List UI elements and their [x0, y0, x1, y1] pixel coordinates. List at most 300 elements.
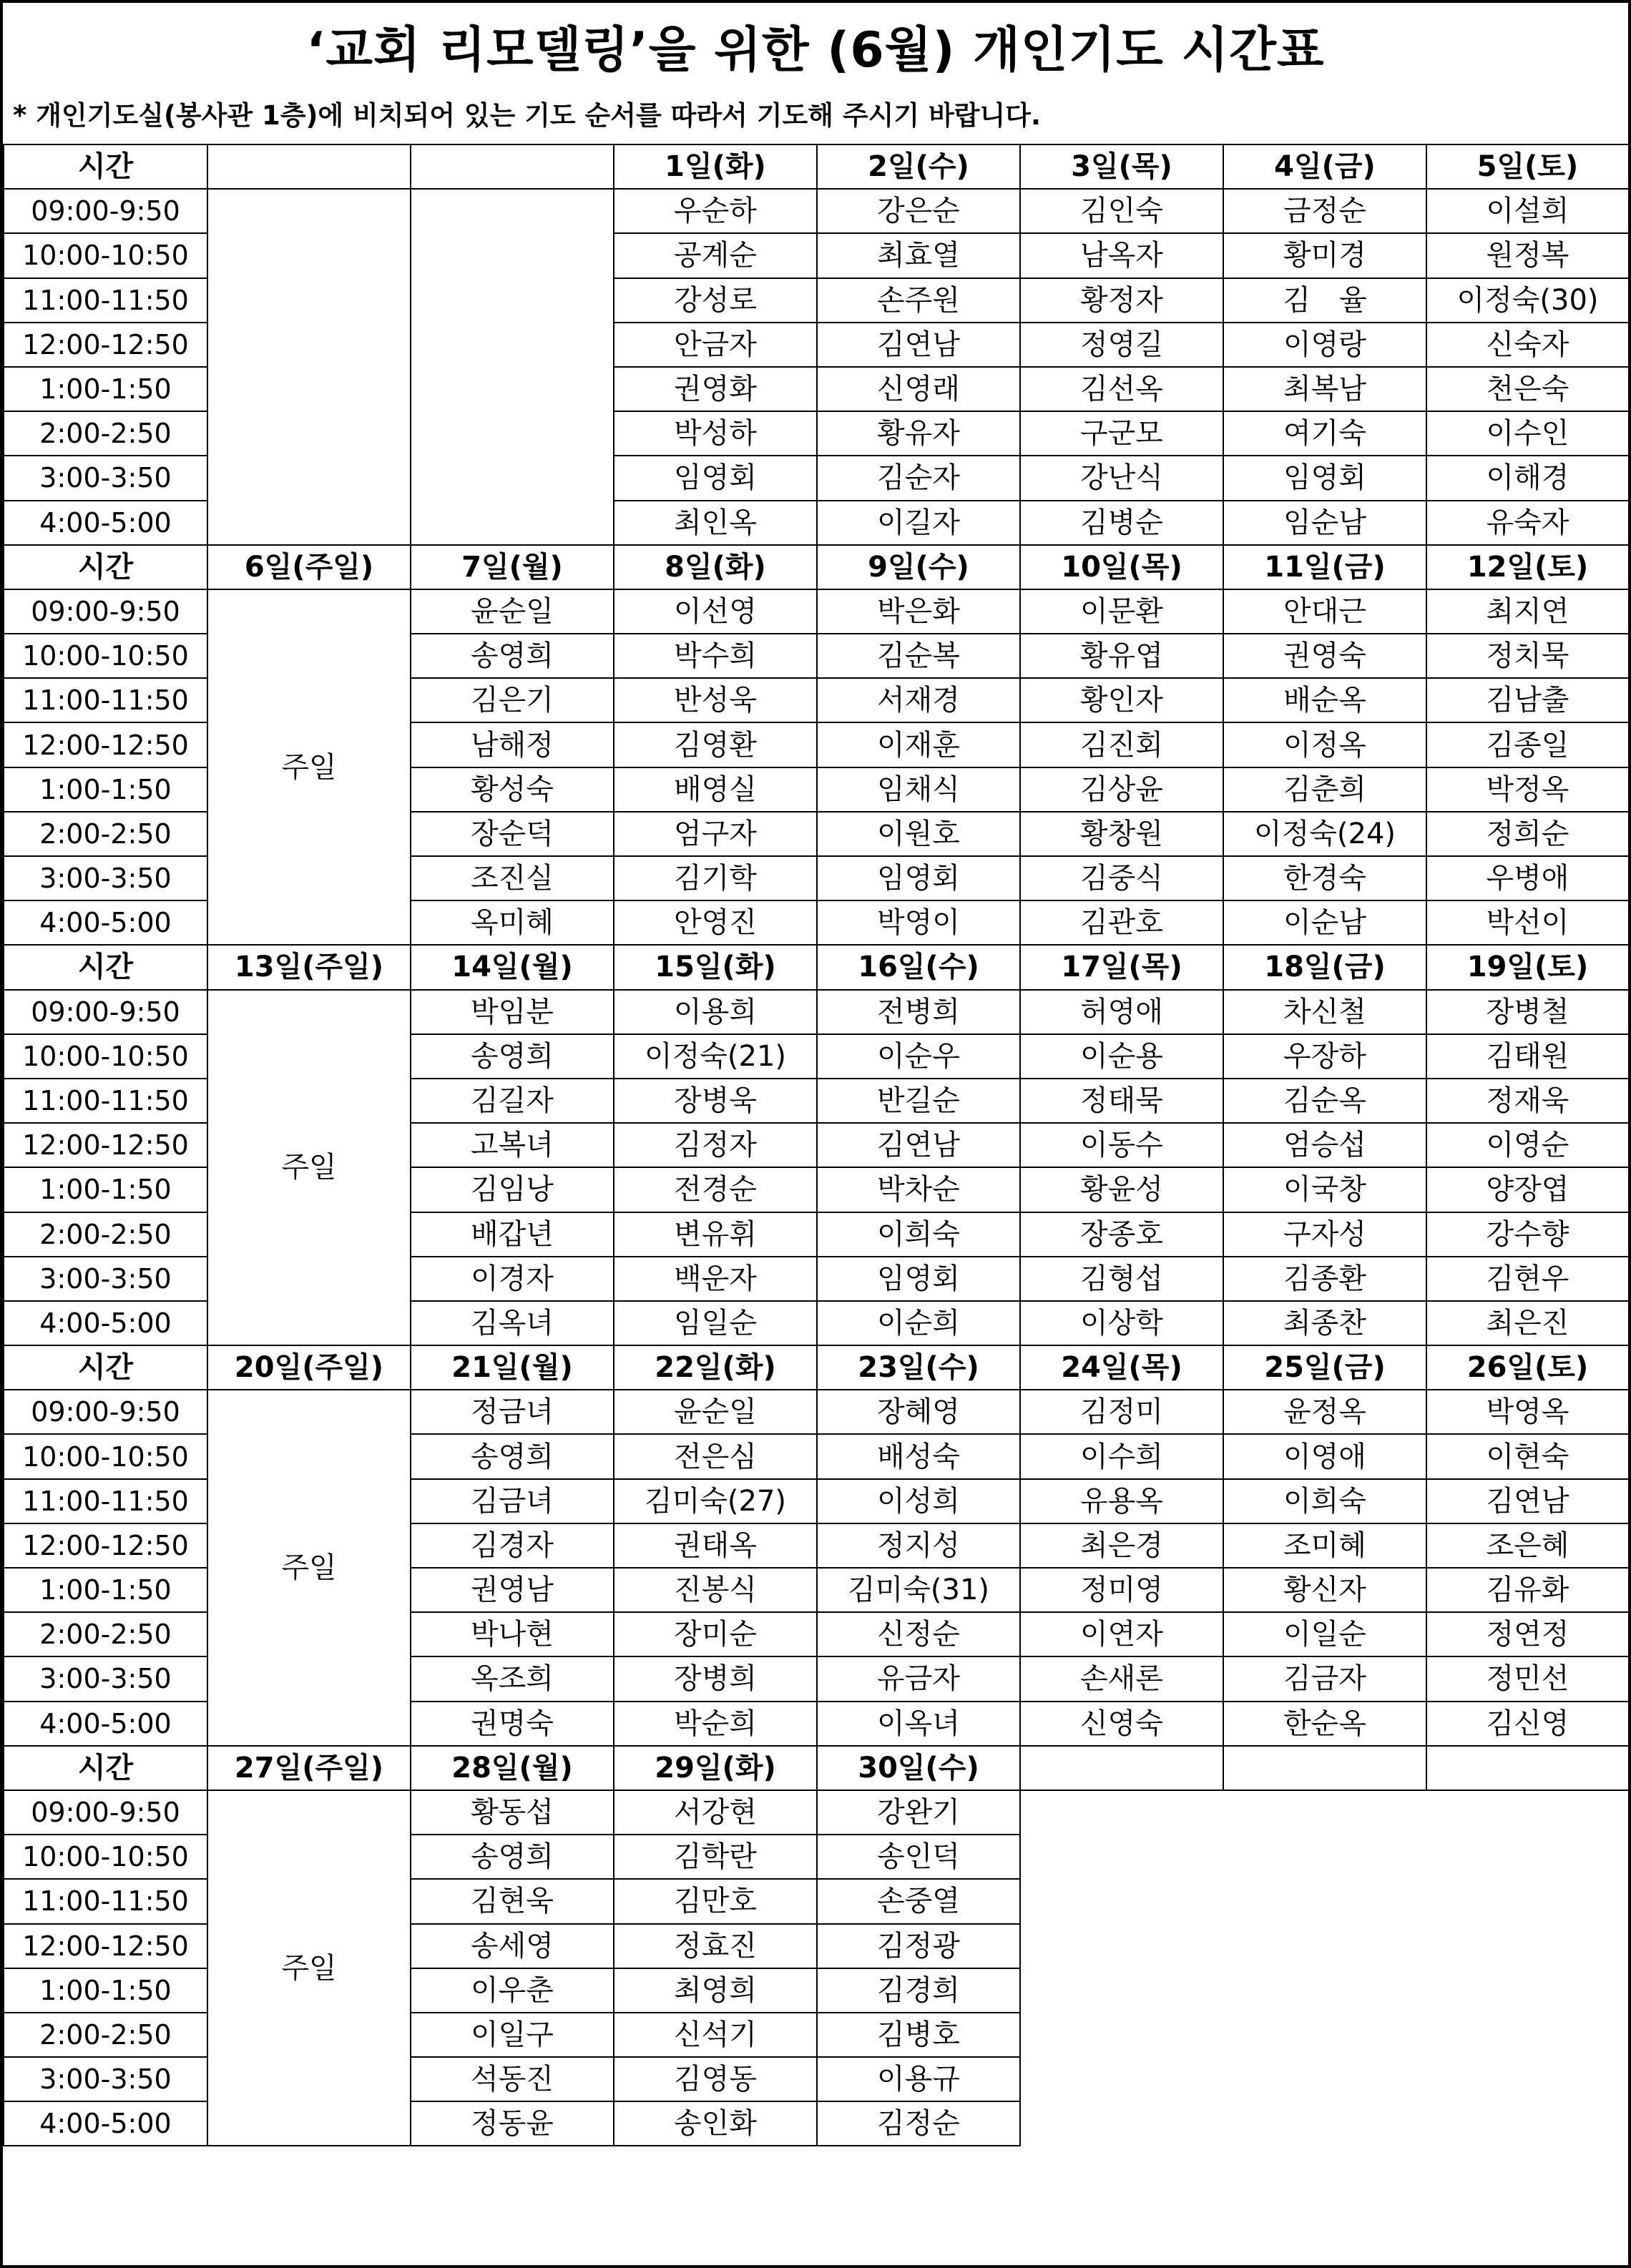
prayer-name-cell: 박영이 — [817, 900, 1020, 945]
prayer-name-cell: 양장엽 — [1426, 1167, 1629, 1212]
prayer-name-cell: 김진회 — [1020, 722, 1223, 767]
prayer-name-cell: 김은기 — [411, 678, 614, 722]
prayer-name-cell: 정동윤 — [411, 2101, 614, 2146]
prayer-name-cell: 임일순 — [614, 1301, 817, 1345]
time-header-cell: 시간 — [4, 1746, 207, 1790]
prayer-name-cell: 김중식 — [1020, 856, 1223, 900]
prayer-name-cell: 신영숙 — [1020, 1702, 1223, 1746]
time-slot-cell: 1:00-1:50 — [4, 367, 207, 411]
prayer-name-cell: 김형섭 — [1020, 1257, 1223, 1301]
time-slot-cell: 12:00-12:50 — [4, 323, 207, 367]
prayer-name-cell: 허영애 — [1020, 990, 1223, 1034]
empty-merged-cell — [1020, 1790, 1629, 2146]
prayer-name-cell: 정영길 — [1020, 323, 1223, 367]
time-slot-row — [4, 589, 1629, 634]
prayer-name-cell: 정미영 — [1020, 1568, 1223, 1612]
prayer-name-cell: 옥조희 — [411, 1656, 614, 1701]
time-slot-cell: 2:00-2:50 — [4, 2013, 207, 2057]
time-slot-cell: 10:00-10:50 — [4, 1835, 207, 1879]
prayer-name-cell: 이길자 — [817, 501, 1020, 545]
day-header-cell: 26일(토) — [1426, 1345, 1629, 1390]
day-header-cell: 23일(수) — [817, 1345, 1020, 1390]
time-slot-cell: 1:00-1:50 — [4, 1167, 207, 1212]
prayer-name-cell: 배순옥 — [1223, 678, 1426, 722]
day-header-cell: 8일(화) — [614, 545, 817, 589]
prayer-name-cell: 최은진 — [1426, 1301, 1629, 1345]
prayer-name-cell: 전병희 — [817, 990, 1020, 1034]
time-slot-cell: 3:00-3:50 — [4, 2057, 207, 2101]
day-header-cell — [1020, 1746, 1223, 1790]
prayer-name-cell: 이희숙 — [1223, 1479, 1426, 1523]
prayer-name-cell: 김영동 — [614, 2057, 817, 2101]
time-slot-cell: 12:00-12:50 — [4, 1523, 207, 1568]
prayer-name-cell: 이동수 — [1020, 1123, 1223, 1167]
day-header-cell — [1223, 1746, 1426, 1790]
prayer-name-cell: 김 율 — [1223, 278, 1426, 323]
empty-merged-cell — [411, 189, 614, 545]
time-slot-row — [4, 1390, 1629, 1434]
prayer-name-cell: 김선옥 — [1020, 367, 1223, 411]
prayer-name-cell: 김현욱 — [411, 1879, 614, 1923]
prayer-name-cell: 서강현 — [614, 1790, 817, 1835]
prayer-name-cell: 권명숙 — [411, 1702, 614, 1746]
prayer-name-cell: 김인숙 — [1020, 189, 1223, 233]
time-slot-cell: 4:00-5:00 — [4, 900, 207, 945]
day-header-cell: 10일(목) — [1020, 545, 1223, 589]
day-header-cell: 20일(주일) — [207, 1345, 411, 1390]
prayer-name-cell: 배성숙 — [817, 1434, 1020, 1478]
prayer-name-cell: 이국창 — [1223, 1167, 1426, 1212]
prayer-name-cell: 정재욱 — [1426, 1079, 1629, 1123]
prayer-name-cell: 장혜영 — [817, 1390, 1020, 1434]
prayer-name-cell: 한경숙 — [1223, 856, 1426, 900]
day-header-cell: 3일(목) — [1020, 144, 1223, 189]
day-header-cell: 29일(화) — [614, 1746, 817, 1790]
time-slot-cell: 4:00-5:00 — [4, 1301, 207, 1345]
prayer-name-cell: 공계순 — [614, 233, 817, 278]
time-slot-cell: 12:00-12:50 — [4, 1924, 207, 1968]
day-header-cell: 9일(수) — [817, 545, 1020, 589]
prayer-name-cell: 안금자 — [614, 323, 817, 367]
page-subtitle: * 개인기도실(봉사관 1층)에 비치되어 있는 기도 순서를 따라서 기도해 주시기 바랍니다. — [13, 100, 1042, 131]
time-slot-row — [4, 1790, 1629, 1835]
prayer-name-cell: 송세영 — [411, 1924, 614, 1968]
prayer-name-cell: 김정자 — [614, 1123, 817, 1167]
prayer-name-cell: 황유자 — [817, 411, 1020, 456]
time-slot-cell: 09:00-9:50 — [4, 189, 207, 233]
prayer-name-cell: 김종일 — [1426, 722, 1629, 767]
prayer-name-cell: 엄구자 — [614, 812, 817, 856]
day-header-cell — [1426, 1746, 1629, 1790]
day-header-cell: 25일(금) — [1223, 1345, 1426, 1390]
prayer-name-cell: 윤순일 — [614, 1390, 817, 1434]
prayer-name-cell: 박성하 — [614, 411, 817, 456]
prayer-name-cell: 천은숙 — [1426, 367, 1629, 411]
time-slot-row — [4, 189, 1629, 233]
prayer-name-cell: 권영화 — [614, 367, 817, 411]
prayer-name-cell: 임영회 — [614, 456, 817, 500]
time-slot-cell: 4:00-5:00 — [4, 501, 207, 545]
time-slot-cell: 09:00-9:50 — [4, 1390, 207, 1434]
time-slot-cell: 1:00-1:50 — [4, 767, 207, 812]
prayer-name-cell: 한순옥 — [1223, 1702, 1426, 1746]
prayer-name-cell: 김종환 — [1223, 1257, 1426, 1301]
time-slot-cell: 1:00-1:50 — [4, 1568, 207, 1612]
prayer-name-cell: 이수희 — [1020, 1434, 1223, 1478]
prayer-name-cell: 박은화 — [817, 589, 1020, 634]
prayer-name-cell: 최인옥 — [614, 501, 817, 545]
time-header-cell: 시간 — [4, 545, 207, 589]
prayer-name-cell: 최복남 — [1223, 367, 1426, 411]
prayer-name-cell: 황동섭 — [411, 1790, 614, 1835]
prayer-name-cell: 석동진 — [411, 2057, 614, 2101]
prayer-name-cell: 이우춘 — [411, 1968, 614, 2013]
prayer-name-cell: 이정숙(24) — [1223, 812, 1426, 856]
prayer-name-cell: 최은경 — [1020, 1523, 1223, 1568]
prayer-name-cell: 김연남 — [1426, 1479, 1629, 1523]
prayer-name-cell: 강완기 — [817, 1790, 1020, 1835]
prayer-name-cell: 신숙자 — [1426, 323, 1629, 367]
prayer-name-cell: 이영랑 — [1223, 323, 1426, 367]
empty-merged-cell — [207, 189, 411, 545]
prayer-name-cell: 이순남 — [1223, 900, 1426, 945]
prayer-name-cell: 정금녀 — [411, 1390, 614, 1434]
prayer-name-cell: 장종호 — [1020, 1212, 1223, 1257]
prayer-name-cell: 김영환 — [614, 722, 817, 767]
prayer-name-cell: 이용규 — [817, 2057, 1020, 2101]
prayer-name-cell: 남옥자 — [1020, 233, 1223, 278]
prayer-name-cell: 김현우 — [1426, 1257, 1629, 1301]
prayer-name-cell: 이정숙(30) — [1426, 278, 1629, 323]
prayer-name-cell: 손중열 — [817, 1879, 1020, 1923]
prayer-name-cell: 김정순 — [817, 2101, 1020, 2146]
prayer-name-cell: 김길자 — [411, 1079, 614, 1123]
time-slot-cell: 12:00-12:50 — [4, 1123, 207, 1167]
prayer-name-cell: 이정숙(21) — [614, 1034, 817, 1079]
prayer-name-cell: 장미순 — [614, 1612, 817, 1656]
prayer-name-cell: 김학란 — [614, 1835, 817, 1879]
prayer-name-cell: 김금자 — [1223, 1656, 1426, 1701]
prayer-name-cell: 정지성 — [817, 1523, 1020, 1568]
prayer-name-cell: 이선영 — [614, 589, 817, 634]
day-header-cell: 11일(금) — [1223, 545, 1426, 589]
prayer-name-cell: 김춘희 — [1223, 767, 1426, 812]
prayer-name-cell: 이영애 — [1223, 1434, 1426, 1478]
day-header-cell: 27일(주일) — [207, 1746, 411, 1790]
prayer-name-cell: 김신영 — [1426, 1702, 1629, 1746]
prayer-name-cell: 김순옥 — [1223, 1079, 1426, 1123]
week-header-row — [4, 545, 1629, 589]
prayer-name-cell: 반성욱 — [614, 678, 817, 722]
day-header-cell: 12일(토) — [1426, 545, 1629, 589]
prayer-name-cell: 김연남 — [817, 323, 1020, 367]
prayer-name-cell: 박나현 — [411, 1612, 614, 1656]
time-slot-cell: 3:00-3:50 — [4, 1257, 207, 1301]
sunday-merged-cell: 주일 — [207, 1790, 411, 2146]
prayer-name-cell: 이순희 — [817, 1301, 1020, 1345]
prayer-name-cell: 장병희 — [614, 1656, 817, 1701]
day-header-cell: 28일(월) — [411, 1746, 614, 1790]
prayer-name-cell: 강수향 — [1426, 1212, 1629, 1257]
time-slot-cell: 3:00-3:50 — [4, 456, 207, 500]
prayer-name-cell: 이현숙 — [1426, 1434, 1629, 1478]
prayer-name-cell: 박수희 — [614, 634, 817, 678]
prayer-name-cell: 황미경 — [1223, 233, 1426, 278]
prayer-name-cell: 김남출 — [1426, 678, 1629, 722]
prayer-name-cell: 이희숙 — [817, 1212, 1020, 1257]
prayer-name-cell: 구자성 — [1223, 1212, 1426, 1257]
day-header-cell: 17일(목) — [1020, 945, 1223, 989]
time-slot-cell: 09:00-9:50 — [4, 1790, 207, 1835]
prayer-name-cell: 이정옥 — [1223, 722, 1426, 767]
prayer-name-cell: 여기숙 — [1223, 411, 1426, 456]
prayer-name-cell: 윤순일 — [411, 589, 614, 634]
prayer-name-cell: 조은혜 — [1426, 1523, 1629, 1568]
day-header-cell: 13일(주일) — [207, 945, 411, 989]
prayer-name-cell: 윤정옥 — [1223, 1390, 1426, 1434]
prayer-name-cell: 황유엽 — [1020, 634, 1223, 678]
prayer-name-cell: 정효진 — [614, 1924, 817, 1968]
time-slot-cell: 11:00-11:50 — [4, 678, 207, 722]
prayer-name-cell: 이순용 — [1020, 1034, 1223, 1079]
prayer-name-cell: 이용희 — [614, 990, 817, 1034]
time-slot-cell: 2:00-2:50 — [4, 812, 207, 856]
prayer-name-cell: 김병호 — [817, 2013, 1020, 2057]
prayer-name-cell: 최종찬 — [1223, 1301, 1426, 1345]
prayer-name-cell: 옥미혜 — [411, 900, 614, 945]
prayer-name-cell: 김유화 — [1426, 1568, 1629, 1612]
prayer-name-cell: 엄승섭 — [1223, 1123, 1426, 1167]
prayer-name-cell: 박순희 — [614, 1702, 817, 1746]
prayer-name-cell: 차신철 — [1223, 990, 1426, 1034]
day-header-cell: 30일(수) — [817, 1746, 1020, 1790]
prayer-name-cell: 손새론 — [1020, 1656, 1223, 1701]
prayer-name-cell: 강은순 — [817, 189, 1020, 233]
prayer-name-cell: 이연자 — [1020, 1612, 1223, 1656]
time-slot-cell: 1:00-1:50 — [4, 1968, 207, 2013]
prayer-name-cell: 김정미 — [1020, 1390, 1223, 1434]
prayer-name-cell: 구군모 — [1020, 411, 1223, 456]
day-header-cell: 22일(화) — [614, 1345, 817, 1390]
prayer-name-cell: 박차순 — [817, 1167, 1020, 1212]
time-slot-cell: 09:00-9:50 — [4, 589, 207, 634]
prayer-name-cell: 백운자 — [614, 1257, 817, 1301]
prayer-name-cell: 황윤성 — [1020, 1167, 1223, 1212]
prayer-name-cell: 김연남 — [817, 1123, 1020, 1167]
prayer-name-cell: 정치묵 — [1426, 634, 1629, 678]
sunday-merged-cell: 주일 — [207, 990, 411, 1346]
prayer-name-cell: 박정옥 — [1426, 767, 1629, 812]
prayer-name-cell: 우장하 — [1223, 1034, 1426, 1079]
prayer-name-cell: 이일구 — [411, 2013, 614, 2057]
day-header-cell: 7일(월) — [411, 545, 614, 589]
prayer-name-cell: 김임낭 — [411, 1167, 614, 1212]
prayer-name-cell: 유숙자 — [1426, 501, 1629, 545]
prayer-name-cell: 이경자 — [411, 1257, 614, 1301]
prayer-name-cell: 박임분 — [411, 990, 614, 1034]
prayer-name-cell: 김병순 — [1020, 501, 1223, 545]
prayer-name-cell: 진봉식 — [614, 1568, 817, 1612]
week-header-row — [4, 1345, 1629, 1390]
prayer-name-cell: 이수인 — [1426, 411, 1629, 456]
day-header-cell — [207, 144, 411, 189]
prayer-name-cell: 손주원 — [817, 278, 1020, 323]
prayer-name-cell: 송영희 — [411, 1835, 614, 1879]
prayer-name-cell: 정민선 — [1426, 1656, 1629, 1701]
prayer-name-cell: 김순복 — [817, 634, 1020, 678]
prayer-name-cell: 안대근 — [1223, 589, 1426, 634]
prayer-name-cell: 김경희 — [817, 1968, 1020, 2013]
prayer-name-cell: 강난식 — [1020, 456, 1223, 500]
week-header-row — [4, 945, 1629, 989]
time-slot-cell: 3:00-3:50 — [4, 1656, 207, 1701]
page-title: ‘교회 리모델링’을 위한 (6월) 개인기도 시간표 — [306, 22, 1325, 79]
prayer-name-cell: 이설희 — [1426, 189, 1629, 233]
time-slot-cell: 3:00-3:50 — [4, 856, 207, 900]
prayer-name-cell: 권영숙 — [1223, 634, 1426, 678]
day-header-cell: 5일(토) — [1426, 144, 1629, 189]
prayer-name-cell: 송인덕 — [817, 1835, 1020, 1879]
prayer-name-cell: 최영희 — [614, 1968, 817, 2013]
prayer-name-cell: 배갑년 — [411, 1212, 614, 1257]
prayer-name-cell: 최효열 — [817, 233, 1020, 278]
day-header-cell: 15일(화) — [614, 945, 817, 989]
time-slot-cell: 12:00-12:50 — [4, 722, 207, 767]
prayer-name-cell: 황정자 — [1020, 278, 1223, 323]
day-header-cell: 6일(주일) — [207, 545, 411, 589]
time-slot-cell: 2:00-2:50 — [4, 411, 207, 456]
time-header-cell: 시간 — [4, 945, 207, 989]
prayer-name-cell: 송영희 — [411, 634, 614, 678]
prayer-name-cell: 황신자 — [1223, 1568, 1426, 1612]
prayer-name-cell: 정연정 — [1426, 1612, 1629, 1656]
prayer-name-cell: 신석기 — [614, 2013, 817, 2057]
prayer-name-cell: 유용옥 — [1020, 1479, 1223, 1523]
prayer-name-cell: 최지연 — [1426, 589, 1629, 634]
prayer-name-cell: 임채식 — [817, 767, 1020, 812]
prayer-name-cell: 신정순 — [817, 1612, 1020, 1656]
time-slot-cell: 11:00-11:50 — [4, 1879, 207, 1923]
prayer-name-cell: 이재훈 — [817, 722, 1020, 767]
prayer-name-cell: 남해정 — [411, 722, 614, 767]
prayer-name-cell: 장병철 — [1426, 990, 1629, 1034]
prayer-name-cell: 반길순 — [817, 1079, 1020, 1123]
prayer-name-cell: 김미숙(31) — [817, 1568, 1020, 1612]
prayer-name-cell: 임영회 — [817, 856, 1020, 900]
schedule-body — [4, 144, 1629, 2146]
prayer-name-cell: 김관호 — [1020, 900, 1223, 945]
prayer-name-cell: 임영회 — [1223, 456, 1426, 500]
day-header-cell: 14일(월) — [411, 945, 614, 989]
prayer-name-cell: 정태묵 — [1020, 1079, 1223, 1123]
prayer-name-cell: 우순하 — [614, 189, 817, 233]
prayer-name-cell: 신영래 — [817, 367, 1020, 411]
time-slot-cell: 2:00-2:50 — [4, 1212, 207, 1257]
day-header-cell: 1일(화) — [614, 144, 817, 189]
prayer-name-cell: 전경순 — [614, 1167, 817, 1212]
prayer-name-cell: 이상학 — [1020, 1301, 1223, 1345]
prayer-name-cell: 김기학 — [614, 856, 817, 900]
day-header-cell: 24일(목) — [1020, 1345, 1223, 1390]
prayer-name-cell: 김정광 — [817, 1924, 1020, 1968]
prayer-name-cell: 김만호 — [614, 1879, 817, 1923]
prayer-name-cell: 임영회 — [817, 1257, 1020, 1301]
prayer-name-cell: 강성로 — [614, 278, 817, 323]
sunday-merged-cell: 주일 — [207, 589, 411, 946]
prayer-name-cell: 전은심 — [614, 1434, 817, 1478]
prayer-name-cell: 장순덕 — [411, 812, 614, 856]
prayer-name-cell: 황성숙 — [411, 767, 614, 812]
prayer-name-cell: 김금녀 — [411, 1479, 614, 1523]
prayer-name-cell: 김경자 — [411, 1523, 614, 1568]
day-header-cell: 4일(금) — [1223, 144, 1426, 189]
day-header-cell: 2일(수) — [817, 144, 1020, 189]
time-slot-cell: 10:00-10:50 — [4, 1434, 207, 1478]
week-header-row — [4, 1746, 1629, 1790]
prayer-name-cell: 배영실 — [614, 767, 817, 812]
day-header-cell: 16일(수) — [817, 945, 1020, 989]
prayer-name-cell: 이해경 — [1426, 456, 1629, 500]
time-slot-cell: 4:00-5:00 — [4, 1702, 207, 1746]
prayer-name-cell: 원정복 — [1426, 233, 1629, 278]
prayer-name-cell: 황인자 — [1020, 678, 1223, 722]
prayer-name-cell: 이순우 — [817, 1034, 1020, 1079]
time-slot-cell: 10:00-10:50 — [4, 1034, 207, 1079]
week-header-row — [4, 144, 1629, 189]
prayer-name-cell: 김상윤 — [1020, 767, 1223, 812]
prayer-name-cell: 이일순 — [1223, 1612, 1426, 1656]
day-header-cell: 19일(토) — [1426, 945, 1629, 989]
prayer-name-cell: 황창원 — [1020, 812, 1223, 856]
prayer-name-cell: 박영옥 — [1426, 1390, 1629, 1434]
prayer-name-cell: 안영진 — [614, 900, 817, 945]
prayer-name-cell: 고복녀 — [411, 1123, 614, 1167]
prayer-name-cell: 송인화 — [614, 2101, 817, 2146]
prayer-name-cell: 박선이 — [1426, 900, 1629, 945]
time-slot-cell: 4:00-5:00 — [4, 2101, 207, 2146]
time-slot-cell: 11:00-11:50 — [4, 278, 207, 323]
prayer-name-cell: 이옥녀 — [817, 1702, 1020, 1746]
prayer-name-cell: 이영순 — [1426, 1123, 1629, 1167]
time-slot-row — [4, 990, 1629, 1034]
day-header-cell — [411, 144, 614, 189]
time-slot-cell: 2:00-2:50 — [4, 1612, 207, 1656]
prayer-name-cell: 이성희 — [817, 1479, 1020, 1523]
prayer-name-cell: 김태원 — [1426, 1034, 1629, 1079]
prayer-name-cell: 임순남 — [1223, 501, 1426, 545]
prayer-name-cell: 서재경 — [817, 678, 1020, 722]
prayer-name-cell: 조미혜 — [1223, 1523, 1426, 1568]
time-slot-cell: 11:00-11:50 — [4, 1079, 207, 1123]
time-slot-cell: 10:00-10:50 — [4, 634, 207, 678]
time-header-cell: 시간 — [4, 144, 207, 189]
time-slot-cell: 09:00-9:50 — [4, 990, 207, 1034]
time-slot-cell: 10:00-10:50 — [4, 233, 207, 278]
time-header-cell: 시간 — [4, 1345, 207, 1390]
prayer-name-cell: 김순자 — [817, 456, 1020, 500]
prayer-name-cell: 송영희 — [411, 1034, 614, 1079]
prayer-name-cell: 김옥녀 — [411, 1301, 614, 1345]
prayer-name-cell: 이문환 — [1020, 589, 1223, 634]
prayer-name-cell: 우병애 — [1426, 856, 1629, 900]
prayer-name-cell: 정희순 — [1426, 812, 1629, 856]
prayer-name-cell: 송영희 — [411, 1434, 614, 1478]
day-header-cell: 18일(금) — [1223, 945, 1426, 989]
time-slot-cell: 11:00-11:50 — [4, 1479, 207, 1523]
prayer-name-cell: 금정순 — [1223, 189, 1426, 233]
prayer-name-cell: 조진실 — [411, 856, 614, 900]
day-header-cell: 21일(월) — [411, 1345, 614, 1390]
